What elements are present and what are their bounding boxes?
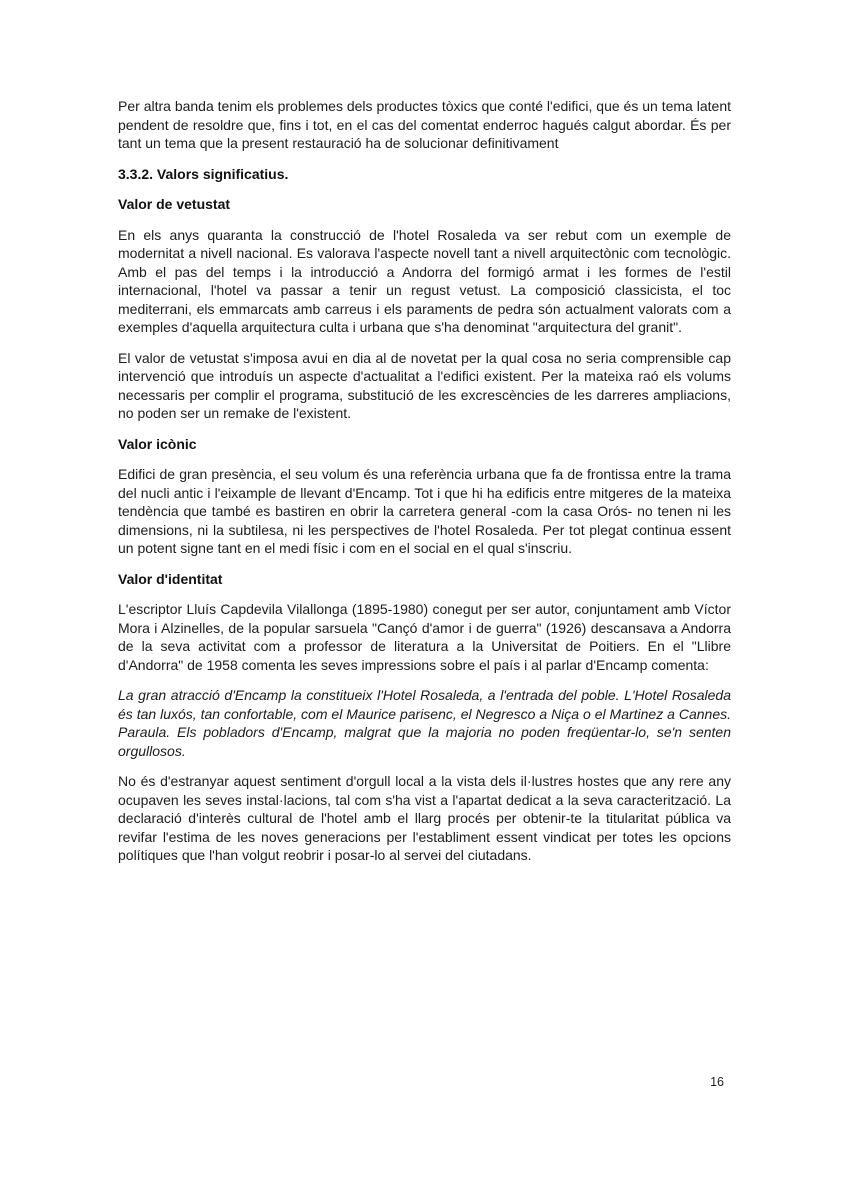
paragraph-toxic-products: Per altra banda tenim els problemes dels productes tòxics que conté l'edifici, que és un tema latent pendent de resoldre que, fins i tot, en el cas del comentat enderroc hagués calgut abordar. És per tant un tema que la present restauració ha de solucionar definitivament (118, 98, 731, 151)
subheading-valor-de-vetustat: Valor de vetustat (118, 196, 231, 212)
page-number: 16 (710, 1075, 724, 1089)
subheading-valor-iconic: Valor icònic (118, 435, 197, 452)
paragraph-orgull-local: No és d'estranyar aquest sentiment d'orgull local a la vista dels il·lustres hostes que any rere any ocupaven les seves instal·lacions, tal com s'ha vist a l'apartat dedicat a la seva caracterització. La declaració d'interès cultural de l'hotel amb el llarg procés per obtenir-te la titularitat pública va revifar l'estima de les noves generacions per l'establiment essent vindicat per totes les opcions polítiques que l'han volgut reobrir i posar-lo al servei del ciutadans. (118, 773, 731, 863)
subheading-valor-didentitat: Valor d'identitat (118, 570, 223, 587)
paragraph-valor-vetustat-1: En els anys quaranta la construcció de l'hotel Rosaleda va ser rebut com un exemple de modernitat a nivell nacional. Es valorava l'aspecte novell tant a nivell arquitectònic com tecnològic. Amb el pas del temps i la introducció a Andorra del formigó armat i les formes de l'estil internacional, l'hotel va passar a tenir un regust vetust. La composició classicista, el toc mediterrani, els emmarcats amb carreus i els paraments de pedra són actualment valorats com a exemples d'aquella arquitectura culta i urbana que s'ha denominat "arquitectura del granit". (118, 226, 731, 335)
paragraph-valor-iconic: Edifici de gran presència, el seu volum és una referència urbana que fa de frontissa entre la trama del nucli antic i l'eixample de llevant d'Encamp. Tot i que hi ha edificis entre mitgeres de la mateixa tendència que també es bastiren en obrir la carretera general -com la casa Orós- no tenen ni les dimensions, ni la subtilesa, ni les perspectives de l'hotel Rosaleda. Per tot plegat continua essent un potent signe tant en el medi físic i com en el social en el qual s'inscriu. (118, 466, 731, 556)
section-heading-valors-significatius: 3.3.2. Valors significatius. (118, 165, 289, 182)
document-content (118, 97, 731, 877)
paragraph-valor-vetustat-2: El valor de vetustat s'imposa avui en dia al de novetat per la qual cosa no seria comprensible cap intervenció que introduís un aspecte d'actualitat a l'edifici existent. Per la mateixa raó els volums necessaris per complir el programa, substitució de les excrescències de les darreres ampliacions, no poden ser un remake de l'existent. (118, 349, 731, 421)
paragraph-valor-identitat: L'escriptor Lluís Capdevila Vilallonga (1895-1980) conegut per ser autor, conjuntament amb Víctor Mora i Alzinelles, de la popular sarsuela "Cançó d'amor i de guerra" (1926) descansava a Andorra de la seva activitat com a professor de literatura a la Universitat de Poitiers. En el "Llibre d'Andorra" de 1958 comenta les seves impressions sobre el país i al parlar d'Encamp comenta: (118, 601, 731, 673)
blockquote-capdevila: La gran atracció d'Encamp la constitueix l'Hotel Rosaleda, a l'entrada del poble. L'Hotel Rosaleda és tan luxós, tan confortable, com el Maurice parisenc, el Negresco a Niça o el Martinez a Cannes. Paraula. Els pobladors d'Encamp, malgrat que la majoria no poden freqüentar-lo, se'n senten orgullosos. (118, 687, 731, 759)
